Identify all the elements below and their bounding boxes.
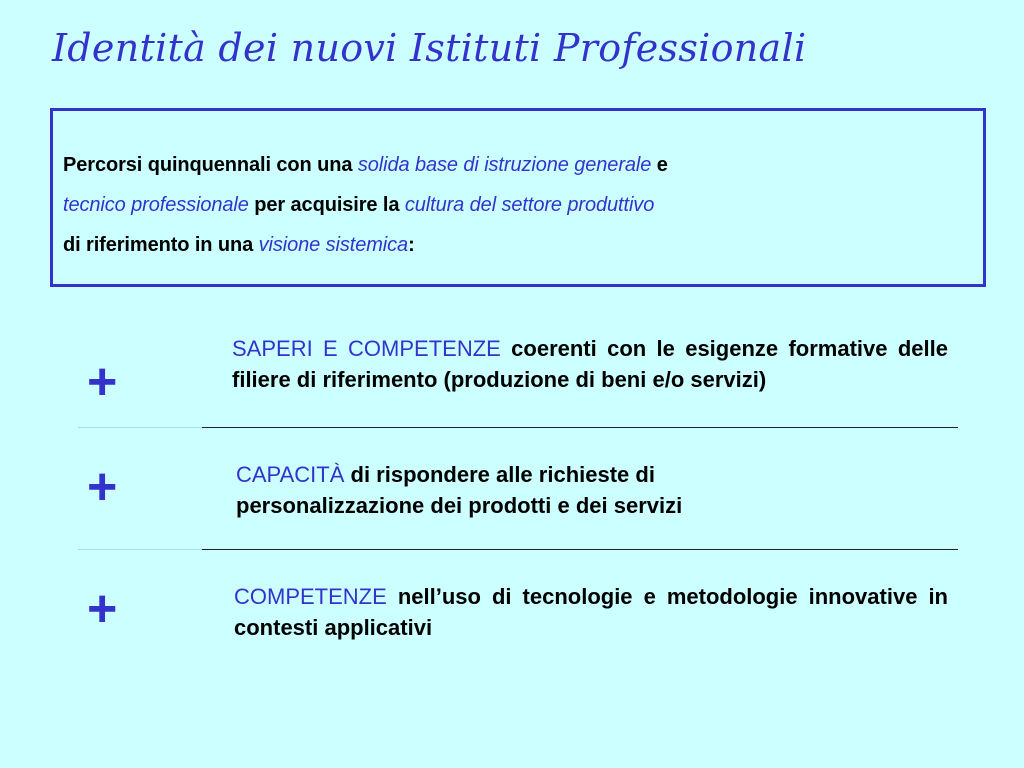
- intro-text: per acquisire la: [248, 194, 405, 216]
- list-item: [232, 333, 948, 395]
- page-title: Identità dei nuovi Istituti Professionali: [52, 26, 807, 70]
- item-keyword: CAPACITÀ: [236, 462, 345, 487]
- list-item: [234, 581, 948, 643]
- intro-line-2: [63, 185, 983, 225]
- plus-icon: +: [87, 458, 118, 516]
- item-keyword: COMPETENZE: [234, 584, 387, 609]
- item-keyword: SAPERI E COMPETENZE: [232, 336, 501, 361]
- intro-highlight: cultura del settore produttivo: [404, 194, 655, 216]
- plus-icon: +: [87, 580, 118, 638]
- intro-text: di riferimento in una: [63, 234, 259, 256]
- intro-text: :: [408, 234, 415, 256]
- divider: [202, 427, 958, 428]
- plus-icon: +: [87, 353, 118, 411]
- item-text: di rispondere alle richieste di personalizzazione dei prodotti e dei servizi: [236, 462, 683, 518]
- intro-text: e: [651, 154, 668, 176]
- divider: [202, 549, 958, 550]
- intro-line-3: [63, 225, 983, 265]
- item-text: coerenti con le esigenze formative delle filiere di riferimento (produzione di beni e/o servizi): [232, 336, 948, 392]
- divider: [78, 549, 202, 550]
- intro-line-1: [63, 145, 983, 185]
- item-text: nell’uso di tecnologie e metodologie innovative in contesti applicativi: [234, 584, 948, 640]
- intro-highlight: tecnico professionale: [63, 194, 249, 216]
- intro-highlight: visione sistemica: [258, 234, 409, 256]
- intro-highlight: solida base di istruzione generale: [357, 154, 652, 176]
- intro-box: [50, 108, 986, 287]
- divider: [78, 427, 202, 428]
- intro-text: Percorsi quinquennali con una: [63, 154, 358, 176]
- list-item: [236, 459, 836, 521]
